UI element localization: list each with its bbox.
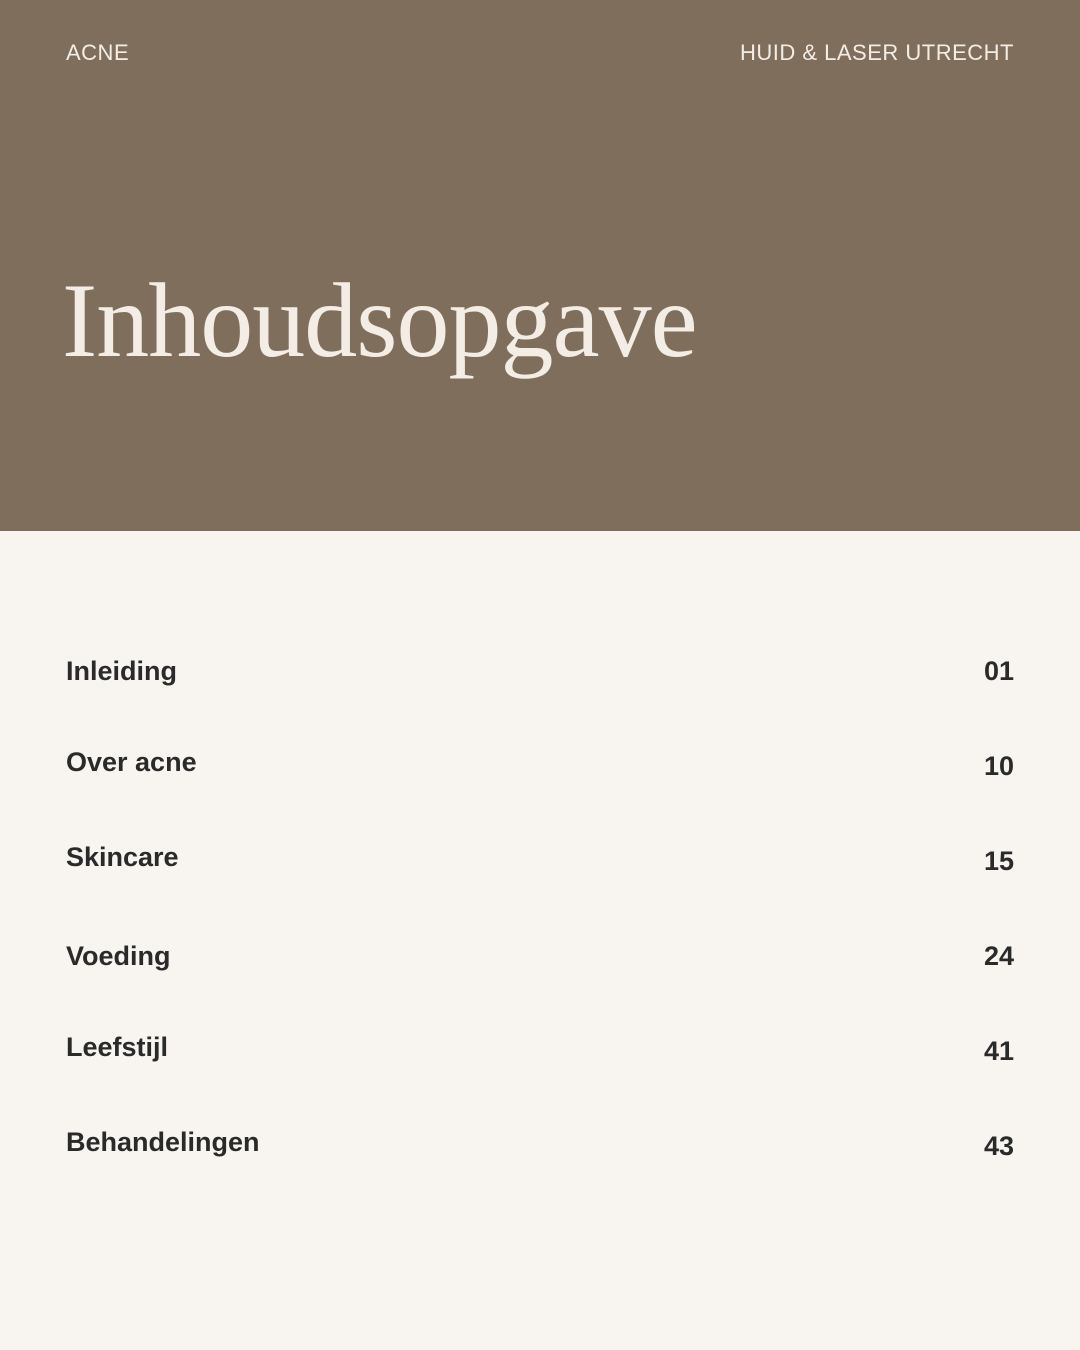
page-title: Inhoudsopgave xyxy=(62,262,697,379)
toc-item-page: 43 xyxy=(983,1131,1014,1161)
toc-item-voeding[interactable] xyxy=(66,941,1014,981)
toc-item-label: Skincare xyxy=(66,842,179,872)
toc-item-page: 15 xyxy=(983,846,1014,876)
toc-item-label: Behandelingen xyxy=(66,1127,260,1157)
section-label: ACNE xyxy=(66,40,130,65)
toc-item-leefstijl[interactable] xyxy=(66,1032,1014,1072)
toc-item-skincare[interactable] xyxy=(66,842,1014,882)
toc-item-label: Leefstijl xyxy=(66,1032,169,1062)
toc-item-page: 41 xyxy=(983,1036,1014,1066)
toc-item-label: Voeding xyxy=(66,941,171,971)
brand-name: HUID & LASER UTRECHT xyxy=(739,40,1014,65)
toc-item-label: Inleiding xyxy=(66,656,177,686)
toc-item-over-acne[interactable] xyxy=(66,747,1014,787)
toc-item-page: 24 xyxy=(983,941,1014,971)
toc-item-page: 01 xyxy=(983,656,1014,686)
toc-item-inleiding[interactable] xyxy=(66,656,1014,696)
toc-item-label: Over acne xyxy=(66,747,197,777)
toc-item-behandelingen[interactable] xyxy=(66,1127,1014,1167)
toc-item-page: 10 xyxy=(983,751,1014,781)
header-band xyxy=(0,0,1080,531)
